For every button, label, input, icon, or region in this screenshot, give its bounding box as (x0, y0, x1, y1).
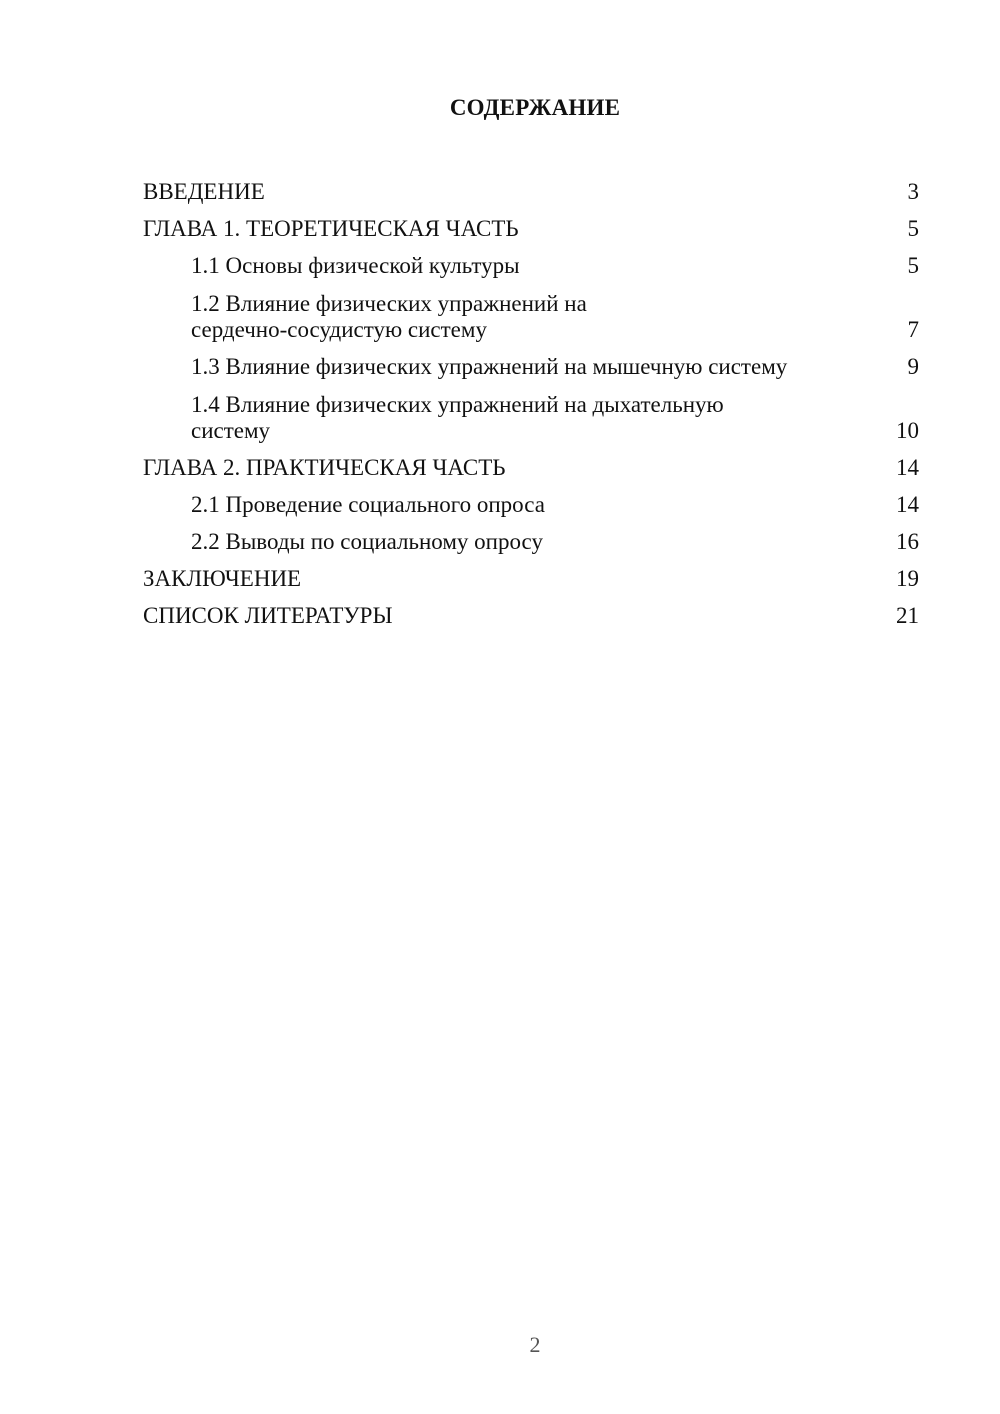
toc-entry-conclusion (143, 555, 919, 592)
toc-entry-label (191, 291, 791, 343)
toc-entry-label: ГЛАВА 1. ТЕОРЕТИЧЕСКАЯ ЧАСТЬ (143, 216, 519, 241)
toc-entry-introduction (143, 168, 919, 205)
toc-entry-chapter-1 (143, 205, 919, 242)
toc-entry-page: 9 (907, 354, 919, 379)
toc-entry-chapter-2 (143, 444, 919, 481)
toc-entry-page: 21 (896, 603, 919, 628)
toc-entry-label: 1.3 Влияние физических упражнений на мышечную систему (191, 354, 788, 379)
toc-title: СОДЕРЖАНИЕ (449, 95, 621, 120)
toc-entry-page: 14 (896, 492, 919, 517)
toc-entry-label: 2.1 Проведение социального опроса (191, 492, 545, 517)
toc-entry-page: 7 (907, 317, 919, 342)
table-of-contents (143, 168, 919, 629)
toc-entry-label: ЗАКЛЮЧЕНИЕ (143, 566, 302, 591)
toc-entry-label-line-1: 1.2 Влияние физических упражнений на (191, 291, 587, 316)
toc-entry-page: 10 (896, 418, 919, 443)
toc-entry-page: 16 (896, 529, 919, 554)
toc-entry-page: 5 (907, 253, 919, 278)
toc-entry-label: 2.2 Выводы по социальному опросу (191, 529, 543, 554)
toc-entry-label-line-1: 1.4 Влияние физических упражнений на дыхательную (191, 392, 724, 417)
toc-entry-label: ГЛАВА 2. ПРАКТИЧЕСКАЯ ЧАСТЬ (143, 455, 506, 480)
toc-entry-section-1-3 (143, 343, 919, 380)
toc-entry-page: 14 (896, 455, 919, 480)
toc-entry-label (191, 392, 791, 444)
toc-entry-label: ВВЕДЕНИЕ (143, 179, 265, 204)
toc-entry-section-1-4 (143, 380, 919, 444)
toc-entry-section-2-2 (143, 518, 919, 555)
toc-entry-label: 1.1 Основы физической культуры (191, 253, 520, 278)
toc-entry-references (143, 592, 919, 629)
toc-entry-section-2-1 (143, 481, 919, 518)
toc-entry-label: СПИСОК ЛИТЕРАТУРЫ (143, 603, 393, 628)
toc-entry-section-1-1 (143, 242, 919, 279)
toc-entry-section-1-2 (143, 279, 919, 343)
toc-entry-label-line-2: сердечно-сосудистую систему (191, 317, 487, 342)
toc-entry-label-line-2: систему (191, 418, 271, 443)
toc-entry-page: 19 (896, 566, 919, 591)
toc-entry-page: 3 (907, 179, 919, 204)
toc-entry-page: 5 (907, 216, 919, 241)
page-number: 2 (529, 1332, 541, 1357)
